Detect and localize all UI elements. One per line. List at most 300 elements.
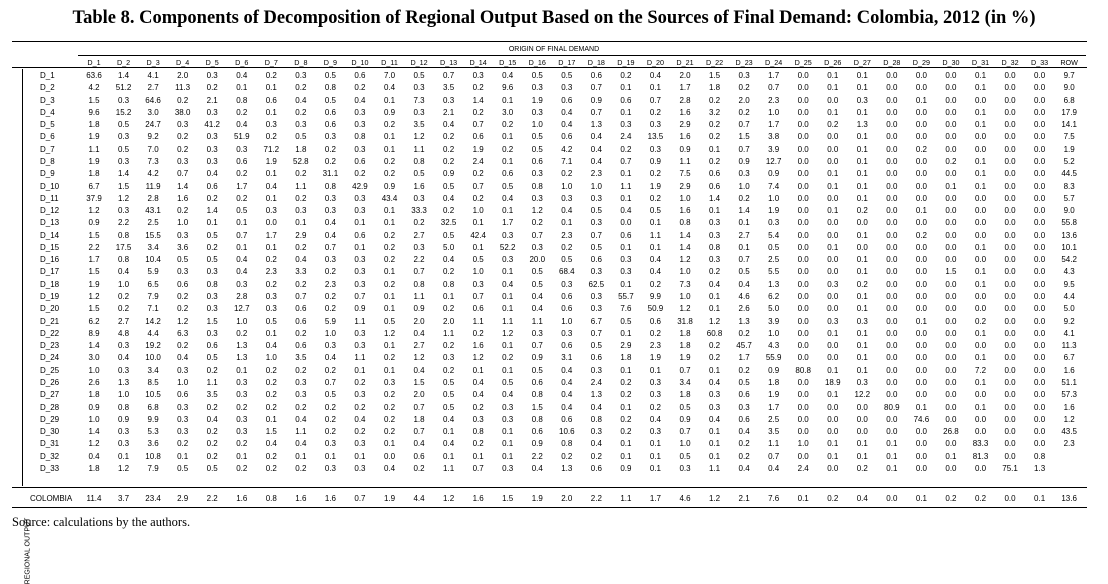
table-cell: 0.1 <box>620 83 632 93</box>
table-cell: 1.1 <box>295 427 307 437</box>
table-cell: 1.1 <box>679 156 691 166</box>
table-cell: 10.8 <box>145 451 161 461</box>
total-cell: 1.1 <box>620 494 632 503</box>
table-cell: 0.0 <box>797 316 809 326</box>
table-cell: 1.0 <box>88 414 100 424</box>
table-cell: 1.5 <box>531 402 543 412</box>
table-cell: 0.1 <box>856 156 868 166</box>
table-cell: 0.4 <box>590 402 602 412</box>
table-cell: 0.3 <box>177 402 189 412</box>
table-cell: 1.1 <box>708 463 721 473</box>
table-cell: 0.5 <box>590 341 602 351</box>
table-cell: 0.5 <box>443 181 455 191</box>
table-cell: 0.0 <box>886 255 898 265</box>
table-cell: 0.7 <box>590 230 602 240</box>
table-cell: 0.0 <box>974 292 987 302</box>
column-header: D_15 <box>499 58 517 67</box>
total-cell: 1.9 <box>383 494 396 503</box>
table-cell: 1.5 <box>88 95 100 105</box>
table-cell: 0.2 <box>383 156 396 166</box>
table-cell: 0.1 <box>856 169 868 179</box>
table-cell: 2.9 <box>620 341 632 351</box>
table-cell: 0.8 <box>531 414 543 424</box>
table-cell: 0.5 <box>679 402 691 412</box>
table-cell: 0.0 <box>797 107 809 117</box>
table-cell: 0.3 <box>206 328 218 338</box>
table-cell: 0.0 <box>1004 95 1016 105</box>
table-cell: 0.4 <box>738 279 750 289</box>
table-cell: 0.0 <box>827 230 839 240</box>
table-cell: 0.3 <box>177 230 189 240</box>
table-cell: 0.1 <box>915 316 927 326</box>
table-cell: 0.2 <box>177 95 189 105</box>
table-cell: 0.1 <box>383 439 396 449</box>
table-cell: 1.7 <box>265 230 277 240</box>
table-cell: 0.1 <box>974 107 987 117</box>
table-cell: 0.0 <box>945 279 957 289</box>
table-cell: 0.0 <box>1034 365 1046 375</box>
table-cell: 0.1 <box>708 292 721 302</box>
table-cell: 0.3 <box>502 414 514 424</box>
table-cell: 0.3 <box>117 365 130 375</box>
table-cell: 0.3 <box>738 402 750 412</box>
table-cell: 0.5 <box>531 365 543 375</box>
table-cell: 0.0 <box>886 230 898 240</box>
table-cell: 0.1 <box>354 365 366 375</box>
table-cell: 4.1 <box>147 71 159 80</box>
table-cell: 0.3 <box>354 279 366 289</box>
table-cell: 0.0 <box>886 71 898 80</box>
table-cell: 0.0 <box>1004 279 1016 289</box>
table-cell: 0.0 <box>915 181 927 191</box>
column-header: D_1 <box>87 58 101 67</box>
table-cell: 0.0 <box>1004 390 1016 400</box>
table-cell: 0.7 <box>768 451 780 461</box>
table-cell: 57.3 <box>1061 390 1077 400</box>
table-cell: 0.1 <box>383 218 396 228</box>
column-header: D_8 <box>294 58 308 67</box>
table-cell: 0.0 <box>915 451 927 461</box>
table-cell: 1.2 <box>531 206 543 216</box>
table-cell: 0.8 <box>324 83 336 93</box>
table-cell: 0.0 <box>886 120 898 130</box>
table-cell: 1.9 <box>679 353 691 363</box>
table-cell: 0.0 <box>1004 365 1016 375</box>
table-cell: 0.3 <box>561 279 573 289</box>
column-header: D_19 <box>617 58 635 67</box>
table-cell: 0.9 <box>738 156 750 166</box>
table-cell: 0.0 <box>827 402 839 412</box>
column-header: D_22 <box>705 58 724 67</box>
table-cell: 0.3 <box>531 242 543 252</box>
table-cell: 0.1 <box>295 218 307 228</box>
table-cell: 0.2 <box>354 83 366 93</box>
table-cell: 0.0 <box>797 328 809 338</box>
table-cell: 1.7 <box>502 218 514 228</box>
table-cell: 0.6 <box>620 95 632 105</box>
table-cell: 1.4 <box>708 193 721 203</box>
table-cell: 0.2 <box>649 107 661 117</box>
table-cell: 0.0 <box>915 71 927 80</box>
table-cell: 0.6 <box>354 156 366 166</box>
table-cell: 0.0 <box>945 463 957 473</box>
table-cell: 0.2 <box>295 107 307 117</box>
table-cell: 0.5 <box>206 353 218 363</box>
table-cell: 0.1 <box>827 451 839 461</box>
table-cell: 0.2 <box>472 328 484 338</box>
table-cell: 0.3 <box>531 107 543 117</box>
table-cell: 1.8 <box>413 414 425 424</box>
table-cell: 0.4 <box>738 427 750 437</box>
table-cell: 0.9 <box>679 144 691 154</box>
table-cell: 0.2 <box>177 132 189 142</box>
table-cell: 1.5 <box>88 267 100 277</box>
column-header: D_30 <box>942 58 960 67</box>
table-cell: 0.1 <box>236 242 248 252</box>
table-cell: 0.1 <box>265 169 277 179</box>
table-cell: 0.3 <box>295 378 307 387</box>
total-cell: 3.7 <box>117 494 130 503</box>
table-cell: 1.3 <box>768 279 780 289</box>
table-cell: 0.4 <box>236 255 248 265</box>
table-cell: 1.5 <box>88 230 100 240</box>
table-cell: 0.1 <box>620 328 632 338</box>
table-cell: 0.4 <box>236 120 248 130</box>
table-cell: 0.0 <box>1004 378 1016 387</box>
table-cell: 1.8 <box>88 120 100 130</box>
table-cell: 0.2 <box>383 242 396 252</box>
table-cell: 0.0 <box>974 193 987 203</box>
table-cell: 0.3 <box>708 230 721 240</box>
table-cell: 0.0 <box>915 83 927 93</box>
table-cell: 0.1 <box>856 144 868 154</box>
column-header: D_16 <box>528 58 546 67</box>
table-cell: 0.0 <box>886 83 898 93</box>
table-cell: 0.1 <box>383 365 396 375</box>
table-cell: 0.0 <box>1034 439 1046 449</box>
table-cell: 18.9 <box>824 378 841 387</box>
table-cell: 68.4 <box>559 267 575 277</box>
table-cell: 8.3 <box>1063 181 1075 191</box>
table-cell: 0.5 <box>502 181 514 191</box>
table-cell: 0.2 <box>236 402 248 412</box>
table-cell: 0.6 <box>738 414 750 424</box>
table-cell: 0.2 <box>265 378 277 387</box>
table-cell: 0.0 <box>797 181 809 191</box>
row-label: D_5 <box>40 120 55 130</box>
table-cell: 0.4 <box>324 230 336 240</box>
table-cell: 7.5 <box>1063 132 1075 142</box>
table-cell: 9.0 <box>1063 206 1075 216</box>
table-cell: 0.0 <box>1034 279 1046 289</box>
table-cell: 0.0 <box>1004 255 1016 265</box>
table-cell: 2.7 <box>738 230 750 240</box>
table-cell: 0.4 <box>708 414 721 424</box>
table-cell: 1.1 <box>413 292 425 302</box>
table-cell: 0.5 <box>561 255 573 265</box>
table-cell: 0.4 <box>768 463 780 473</box>
table-cell: 2.8 <box>679 95 691 105</box>
table-cell: 1.9 <box>88 132 100 142</box>
table-cell: 3.5 <box>768 427 780 437</box>
table-cell: 0.5 <box>472 255 484 265</box>
table-cell: 0.0 <box>915 267 927 277</box>
table-cell: 0.2 <box>177 206 189 216</box>
table-cell: 1.3 <box>856 120 868 130</box>
table-cell: 0.3 <box>738 71 750 80</box>
table-cell: 0.1 <box>886 451 898 461</box>
table-cell: 0.2 <box>443 365 455 375</box>
column-header: D_13 <box>440 58 458 67</box>
table-cell: 4.8 <box>117 328 130 338</box>
table-cell: 0.0 <box>797 427 809 437</box>
row-label: D_20 <box>40 304 60 314</box>
table-cell: 0.1 <box>502 341 514 351</box>
table-cell: 0.4 <box>708 378 721 387</box>
table-cell: 0.5 <box>679 451 691 461</box>
table-cell: 0.3 <box>590 218 602 228</box>
table-cell: 54.2 <box>1061 255 1077 265</box>
column-header: ROW <box>1060 58 1078 67</box>
table-cell: 1.2 <box>472 353 484 363</box>
table-cell: 0.0 <box>1034 328 1046 338</box>
table-cell: 0.5 <box>206 463 218 473</box>
table-cell: 0.5 <box>620 316 632 326</box>
column-header: D_11 <box>381 58 398 67</box>
table-cell: 0.2 <box>945 156 957 166</box>
table-cell: 1.8 <box>88 169 100 179</box>
column-header: D_27 <box>853 58 871 67</box>
table-cell: 0.9 <box>383 181 396 191</box>
table-cell: 14.1 <box>1061 120 1077 130</box>
table-cell: 0.3 <box>502 230 514 240</box>
table-cell: 0.0 <box>856 242 868 252</box>
table-cell: 0.2 <box>177 292 189 302</box>
table-cell: 0.0 <box>886 193 898 203</box>
table-cell: 0.1 <box>708 365 721 375</box>
table-cell: 0.0 <box>827 353 839 363</box>
table-cell: 0.3 <box>117 341 130 351</box>
table-cell: 1.8 <box>679 341 691 351</box>
table-cell: 0.1 <box>649 83 661 93</box>
table-cell: 0.3 <box>206 144 218 154</box>
table-cell: 0.4 <box>649 255 661 265</box>
column-header: D_7 <box>264 58 278 67</box>
table-cell: 0.1 <box>383 206 396 216</box>
table-cell: 0.2 <box>295 279 307 289</box>
table-cell: 0.1 <box>856 267 868 277</box>
row-label: D_21 <box>40 316 60 326</box>
table-cell: 3.9 <box>768 144 780 154</box>
table-cell: 1.6 <box>679 206 691 216</box>
table-cell: 0.0 <box>886 107 898 117</box>
total-cell: 4.4 <box>413 494 425 503</box>
table-cell: 0.0 <box>945 242 957 252</box>
table-cell: 0.4 <box>295 439 307 449</box>
table-cell: 0.4 <box>561 365 573 375</box>
table-cell: 1.4 <box>738 206 750 216</box>
table-cell: 0.7 <box>324 242 336 252</box>
table-cell: 26.8 <box>943 427 959 437</box>
table-cell: 10.4 <box>145 255 161 265</box>
column-header: D_24 <box>765 58 783 67</box>
table-cell: 0.7 <box>590 328 602 338</box>
table-cell: 0.0 <box>856 414 868 424</box>
table-cell: 0.2 <box>620 390 632 400</box>
table-cell: 0.2 <box>236 463 248 473</box>
table-cell: 0.3 <box>117 156 130 166</box>
table-cell: 0.3 <box>531 169 543 179</box>
table-cell: 0.4 <box>502 390 514 400</box>
table-cell: 0.2 <box>206 451 218 461</box>
table-cell: 1.7 <box>679 83 691 93</box>
table-cell: 1.8 <box>88 390 100 400</box>
table-cell: 0.4 <box>117 267 130 277</box>
table-cell: 0.0 <box>1034 390 1046 400</box>
table-cell: 17.9 <box>1061 107 1077 117</box>
table-cell: 1.9 <box>531 95 543 105</box>
table-cell: 0.0 <box>915 365 927 375</box>
table-cell: 0.5 <box>324 95 336 105</box>
table-cell: 51.9 <box>233 132 250 142</box>
table-cell: 0.8 <box>117 255 130 265</box>
row-label: D_10 <box>40 181 60 191</box>
table-cell: 0.3 <box>413 83 425 93</box>
table-cell: 0.0 <box>915 156 927 166</box>
table-cell: 0.1 <box>856 71 868 80</box>
table-cell: 6.7 <box>1063 353 1075 363</box>
table-cell: 2.3 <box>649 341 661 351</box>
table-cell: 0.5 <box>738 267 750 277</box>
table-cell: 0.2 <box>117 304 130 314</box>
table-cell: 0.6 <box>502 169 514 179</box>
row-label: D_12 <box>40 206 60 216</box>
table-cell: 43.1 <box>145 206 161 216</box>
table-cell: 0.4 <box>295 414 307 424</box>
table-cell: 0.6 <box>708 169 721 179</box>
table-cell: 0.2 <box>502 353 514 363</box>
table-cell: 0.0 <box>797 378 809 387</box>
table-cell: 0.1 <box>620 279 632 289</box>
table-cell: 0.6 <box>590 255 602 265</box>
table-cell: 9.2 <box>147 132 159 142</box>
table-cell: 0.3 <box>354 107 366 117</box>
table-cell: 0.2 <box>324 365 336 375</box>
table-cell: 6.2 <box>768 292 780 302</box>
table-cell: 7.3 <box>147 156 159 166</box>
table-cell: 1.1 <box>88 144 100 154</box>
table-cell: 0.2 <box>383 230 396 240</box>
table-cell: 0.6 <box>472 304 484 314</box>
table-cell: 0.4 <box>324 218 336 228</box>
table-cell: 0.4 <box>561 107 573 117</box>
table-cell: 31.1 <box>322 169 339 179</box>
table-cell: 5.4 <box>768 230 780 240</box>
table-cell: 0.9 <box>443 169 455 179</box>
row-label: D_1 <box>40 71 55 80</box>
row-label: D_7 <box>40 144 55 154</box>
table-cell: 1.8 <box>295 144 307 154</box>
table-cell: 3.5 <box>443 83 455 93</box>
column-header: D_32 <box>1001 58 1019 67</box>
table-cell: 0.1 <box>295 451 307 461</box>
table-cell: 52.2 <box>499 242 516 252</box>
table-cell: 1.0 <box>472 206 484 216</box>
table-cell: 14.2 <box>145 316 161 326</box>
total-cell: 0.1 <box>915 494 927 503</box>
table-cell: 0.1 <box>827 439 839 449</box>
table-cell: 3.1 <box>561 353 573 363</box>
table-cell: 7.9 <box>147 463 159 473</box>
table-cell: 0.3 <box>620 255 632 265</box>
table-cell: 55.8 <box>1061 218 1077 228</box>
table-cell: 0.6 <box>472 132 484 142</box>
table-cell: 0.3 <box>177 156 189 166</box>
table-cell: 0.0 <box>797 156 809 166</box>
table-cell: 0.4 <box>561 206 573 216</box>
table-cell: 0.7 <box>413 402 425 412</box>
table-cell: 0.3 <box>354 193 366 203</box>
row-label: D_14 <box>40 230 60 240</box>
table-cell: 0.2 <box>295 193 307 203</box>
table-cell: 38.0 <box>174 107 191 117</box>
table-cell: 1.6 <box>1063 365 1075 375</box>
table-cell: 0.2 <box>177 439 189 449</box>
table-cell: 0.6 <box>295 304 307 314</box>
table-cell: 11.3 <box>175 83 191 93</box>
table-cell: 0.3 <box>708 218 721 228</box>
table-cell: 0.3 <box>354 120 366 130</box>
table-cell: 2.3 <box>265 267 277 277</box>
column-header: D_14 <box>469 58 487 67</box>
table-cell: 1.1 <box>354 316 366 326</box>
table-cell: 0.2 <box>472 169 484 179</box>
table-cell: 0.1 <box>502 292 514 302</box>
table-cell: 9.6 <box>502 83 514 93</box>
table-cell: 0.0 <box>886 242 898 252</box>
table-cell: 0.1 <box>383 304 396 314</box>
table-cell: 0.3 <box>236 144 248 154</box>
table-cell: 7.2 <box>974 365 987 375</box>
table-cell: 7.0 <box>147 144 159 154</box>
table-cell: 1.3 <box>236 341 248 351</box>
row-label: D_2 <box>40 83 55 93</box>
table-cell: 0.0 <box>1004 132 1016 142</box>
table-cell: 1.9 <box>472 144 484 154</box>
table-cell: 0.0 <box>1004 304 1016 314</box>
table-cell: 50.9 <box>647 304 664 314</box>
table-cell: 0.2 <box>620 144 632 154</box>
table-cell: 2.4 <box>590 378 602 387</box>
column-header: D_18 <box>587 58 605 67</box>
table-cell: 0.3 <box>117 95 130 105</box>
table-cell: 1.8 <box>708 83 721 93</box>
table-cell: 0.0 <box>1004 414 1016 424</box>
table-cell: 0.2 <box>324 402 336 412</box>
table-cell: 0.3 <box>708 255 721 265</box>
table-cell: 0.0 <box>945 83 957 93</box>
table-cell: 0.0 <box>974 132 987 142</box>
table-cell: 6.7 <box>88 181 100 191</box>
table-cell: 2.5 <box>768 255 780 265</box>
table-cell: 1.0 <box>679 292 691 302</box>
table-cell: 0.3 <box>354 206 366 216</box>
table-cell: 0.2 <box>354 427 366 437</box>
column-header: D_20 <box>646 58 665 67</box>
table-cell: 2.9 <box>679 181 691 191</box>
table-cell: 0.1 <box>472 218 484 228</box>
table-cell: 0.2 <box>472 402 484 412</box>
